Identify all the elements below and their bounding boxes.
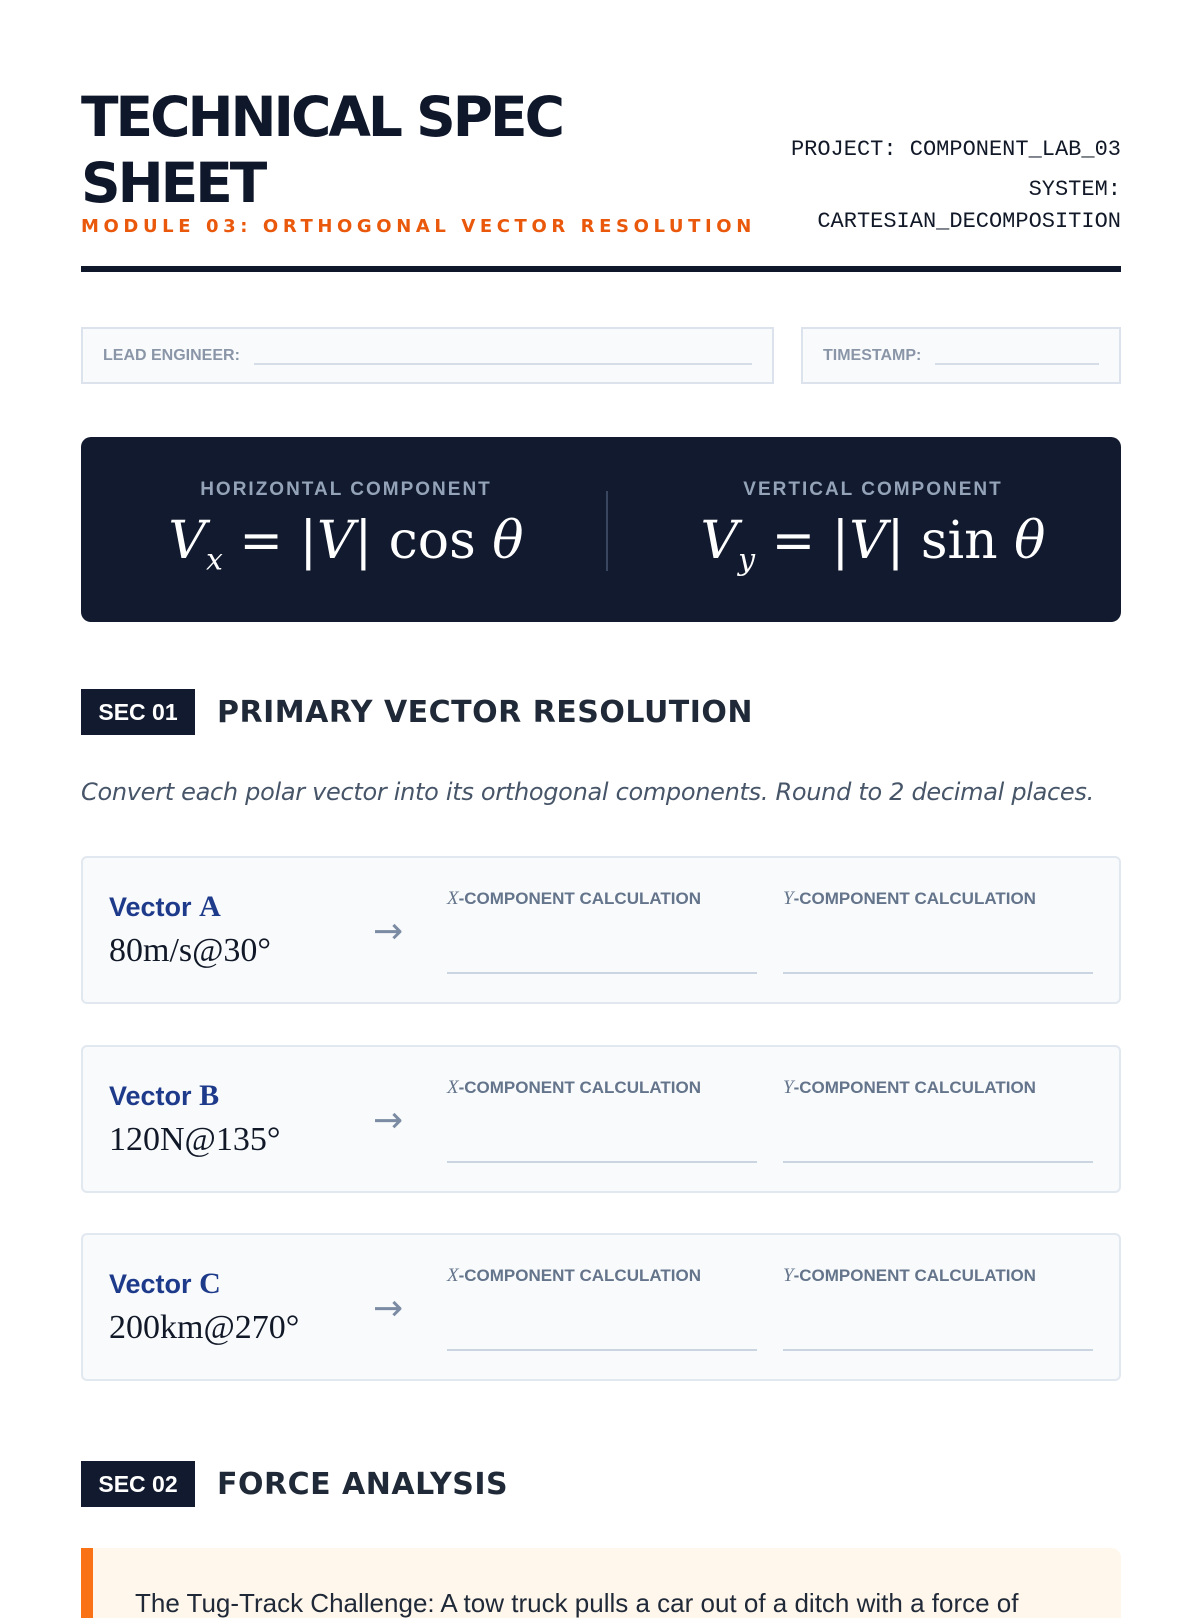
answer-line[interactable]	[783, 1349, 1093, 1351]
arrow-right-icon: →	[373, 1100, 404, 1141]
answer-line[interactable]	[447, 1349, 757, 1351]
vector-letter: A	[199, 890, 221, 923]
vector-value: 200km@270°	[109, 1309, 300, 1346]
vector-value: 120N@135°	[109, 1121, 281, 1158]
y-component-label: Y-COMPONENT CALCULATION	[783, 1077, 1036, 1098]
vector-letter: C	[199, 1267, 221, 1300]
challenge-callout	[81, 1548, 1121, 1618]
answer-line[interactable]	[783, 972, 1093, 974]
x-component-label: X-COMPONENT CALCULATION	[447, 888, 701, 909]
system-value: CARTESIAN_DECOMPOSITION	[817, 209, 1121, 234]
arrow-right-icon: →	[373, 1288, 404, 1329]
x-component-input[interactable]	[447, 1077, 757, 1163]
instruction-text: Convert each polar vector into its orthogonal components. Round to 2 decimal places.	[81, 778, 1094, 806]
y-component-input[interactable]	[783, 888, 1093, 974]
x-component-label: X-COMPONENT CALCULATION	[447, 1265, 701, 1286]
y-component-input[interactable]	[783, 1077, 1093, 1163]
lead-engineer-field[interactable]	[81, 327, 774, 384]
project-meta	[791, 134, 1121, 238]
vector-card-c	[81, 1233, 1121, 1381]
section-02-header	[81, 1461, 508, 1507]
answer-line[interactable]	[447, 972, 757, 974]
vector-letter: B	[199, 1079, 220, 1112]
answer-line[interactable]	[783, 1161, 1093, 1163]
system-label: SYSTEM:	[1028, 177, 1121, 202]
section-title: PRIMARY VECTOR RESOLUTION	[217, 694, 754, 730]
section-01-header	[81, 689, 753, 735]
lead-engineer-input-line[interactable]	[254, 363, 752, 365]
timestamp-label: TIMESTAMP:	[823, 346, 922, 364]
vector-name: Vector C	[109, 1267, 221, 1300]
vector-value: 80m/s@30°	[109, 932, 272, 969]
y-component-input[interactable]	[783, 1265, 1093, 1351]
x-component-label: X-COMPONENT CALCULATION	[447, 1077, 701, 1098]
horizontal-formula-label: HORIZONTAL COMPONENT	[200, 479, 492, 500]
formula-divider	[606, 491, 608, 571]
lead-engineer-label: LEAD ENGINEER:	[103, 346, 240, 364]
vector-name: Vector A	[109, 890, 221, 923]
page-title: TECHNICAL SPEC SHEET	[81, 85, 562, 215]
header-divider	[81, 266, 1121, 272]
y-component-label: Y-COMPONENT CALCULATION	[783, 1265, 1036, 1286]
x-component-input[interactable]	[447, 888, 757, 974]
vector-name: Vector B	[109, 1079, 220, 1112]
formula-panel	[81, 437, 1121, 622]
section-title: FORCE ANALYSIS	[217, 1466, 509, 1502]
section-tag: SEC 01	[81, 689, 195, 735]
y-component-label: Y-COMPONENT CALCULATION	[783, 888, 1036, 909]
horizontal-formula	[96, 479, 596, 577]
x-component-input[interactable]	[447, 1265, 757, 1351]
horizontal-formula-equation: $V_x = |V|$ cos θ	[168, 511, 524, 578]
vertical-formula-label: VERTICAL COMPONENT	[743, 479, 1003, 500]
arrow-right-icon: →	[373, 911, 404, 952]
answer-line[interactable]	[447, 1161, 757, 1163]
page-subtitle: MODULE 03: ORTHOGONAL VECTOR RESOLUTION	[81, 216, 756, 237]
callout-text: The Tug-Track Challenge: A tow truck pulls a car out of a ditch with a force of	[135, 1588, 1019, 1618]
project-id: PROJECT: COMPONENT_LAB_03	[790, 137, 1121, 162]
header	[81, 84, 1121, 274]
timestamp-input-line[interactable]	[935, 363, 1099, 365]
vector-card-a	[81, 856, 1121, 1004]
vector-card-b	[81, 1045, 1121, 1193]
vertical-formula-equation: $V_y = |V|$ sin θ	[700, 511, 1046, 578]
section-tag: SEC 02	[81, 1461, 195, 1507]
timestamp-field[interactable]	[801, 327, 1121, 384]
vertical-formula	[623, 479, 1123, 577]
